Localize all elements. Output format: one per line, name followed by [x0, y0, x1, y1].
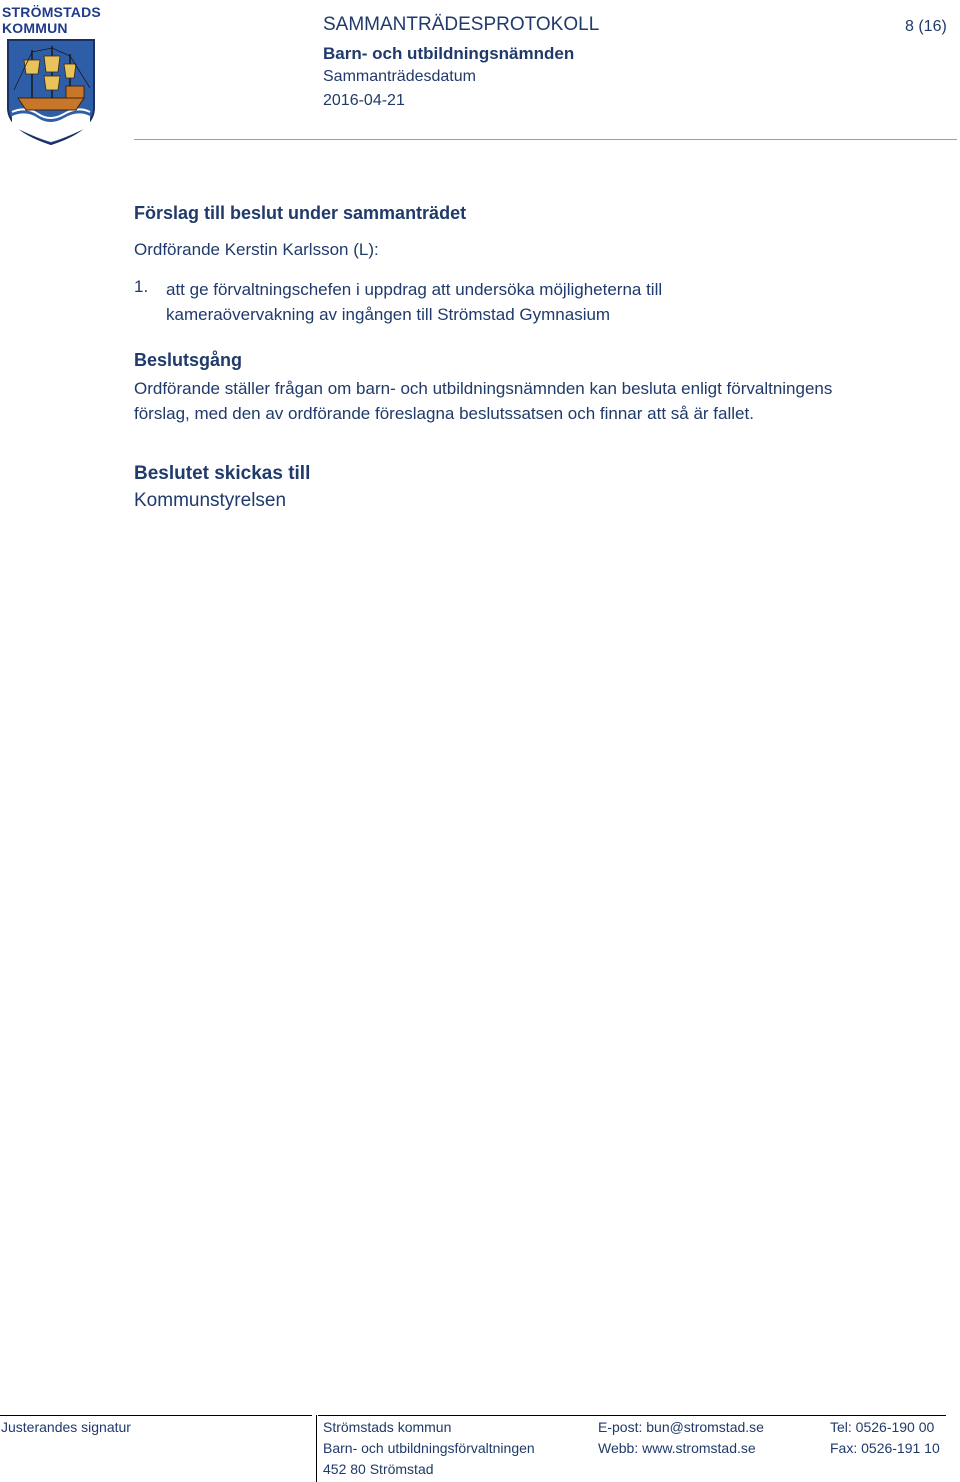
footer-org-dept: Barn- och utbildningsförvaltningen — [323, 1440, 535, 1456]
footer-org-address: 452 80 Strömstad — [323, 1461, 434, 1477]
proposal-item-line1: att ge förvaltningschefen i uppdrag att undersöka möjligheterna till — [166, 280, 663, 299]
meeting-date: 2016-04-21 — [323, 92, 405, 109]
proposal-item-line2: kameraövervakning av ingången till Strömstad Gymnasium — [166, 305, 611, 324]
footer-contact-phone — [830, 1417, 940, 1459]
logo-line1: STRÖMSTADS — [2, 4, 101, 20]
page-number: 8 (16) — [905, 18, 947, 35]
logo-line2: KOMMUN — [2, 20, 68, 36]
footer-fax: Fax: 0526-191 10 — [830, 1440, 940, 1456]
footer-divider-right — [318, 1415, 946, 1416]
footer-email: E-post: bun@stromstad.se — [598, 1419, 764, 1435]
footer-web: Webb: www.stromstad.se — [598, 1440, 756, 1456]
decision-line2: förslag, med den av ordförande föreslagna beslutssatsen och finnar att så är fallet. — [134, 404, 754, 423]
proposal-heading: Förslag till beslut under sammanträdet — [134, 203, 467, 223]
footer-contact-web — [598, 1417, 764, 1459]
footer-vertical-divider — [316, 1415, 317, 1482]
meeting-date-label: Sammanträdesdatum — [323, 68, 476, 85]
municipality-logo-text — [2, 4, 101, 36]
proposal-item-text — [166, 277, 786, 327]
recipients-heading: Beslutet skickas till — [134, 463, 311, 484]
proposal-item-number: 1. — [134, 277, 149, 296]
ship-coat-of-arms-icon — [6, 38, 96, 146]
footer-tel: Tel: 0526-190 00 — [830, 1419, 935, 1435]
decision-process-text — [134, 376, 934, 426]
protocol-title: SAMMANTRÄDESPROTOKOLL — [323, 14, 600, 35]
footer-divider-left — [0, 1415, 312, 1416]
department-name: Barn- och utbildningsnämnden — [323, 44, 575, 63]
decision-process-heading: Beslutsgång — [134, 350, 243, 370]
footer-org — [323, 1417, 535, 1480]
signature-label: Justerandes signatur — [1, 1419, 131, 1435]
chair-statement: Ordförande Kerstin Karlsson (L): — [134, 240, 379, 259]
decision-line1: Ordförande ställer frågan om barn- och utbildningsnämnden kan besluta enligt förvaltningens — [134, 379, 833, 398]
recipient: Kommunstyrelsen — [134, 490, 287, 511]
header-divider — [134, 139, 957, 140]
footer-org-name: Strömstads kommun — [323, 1419, 452, 1435]
